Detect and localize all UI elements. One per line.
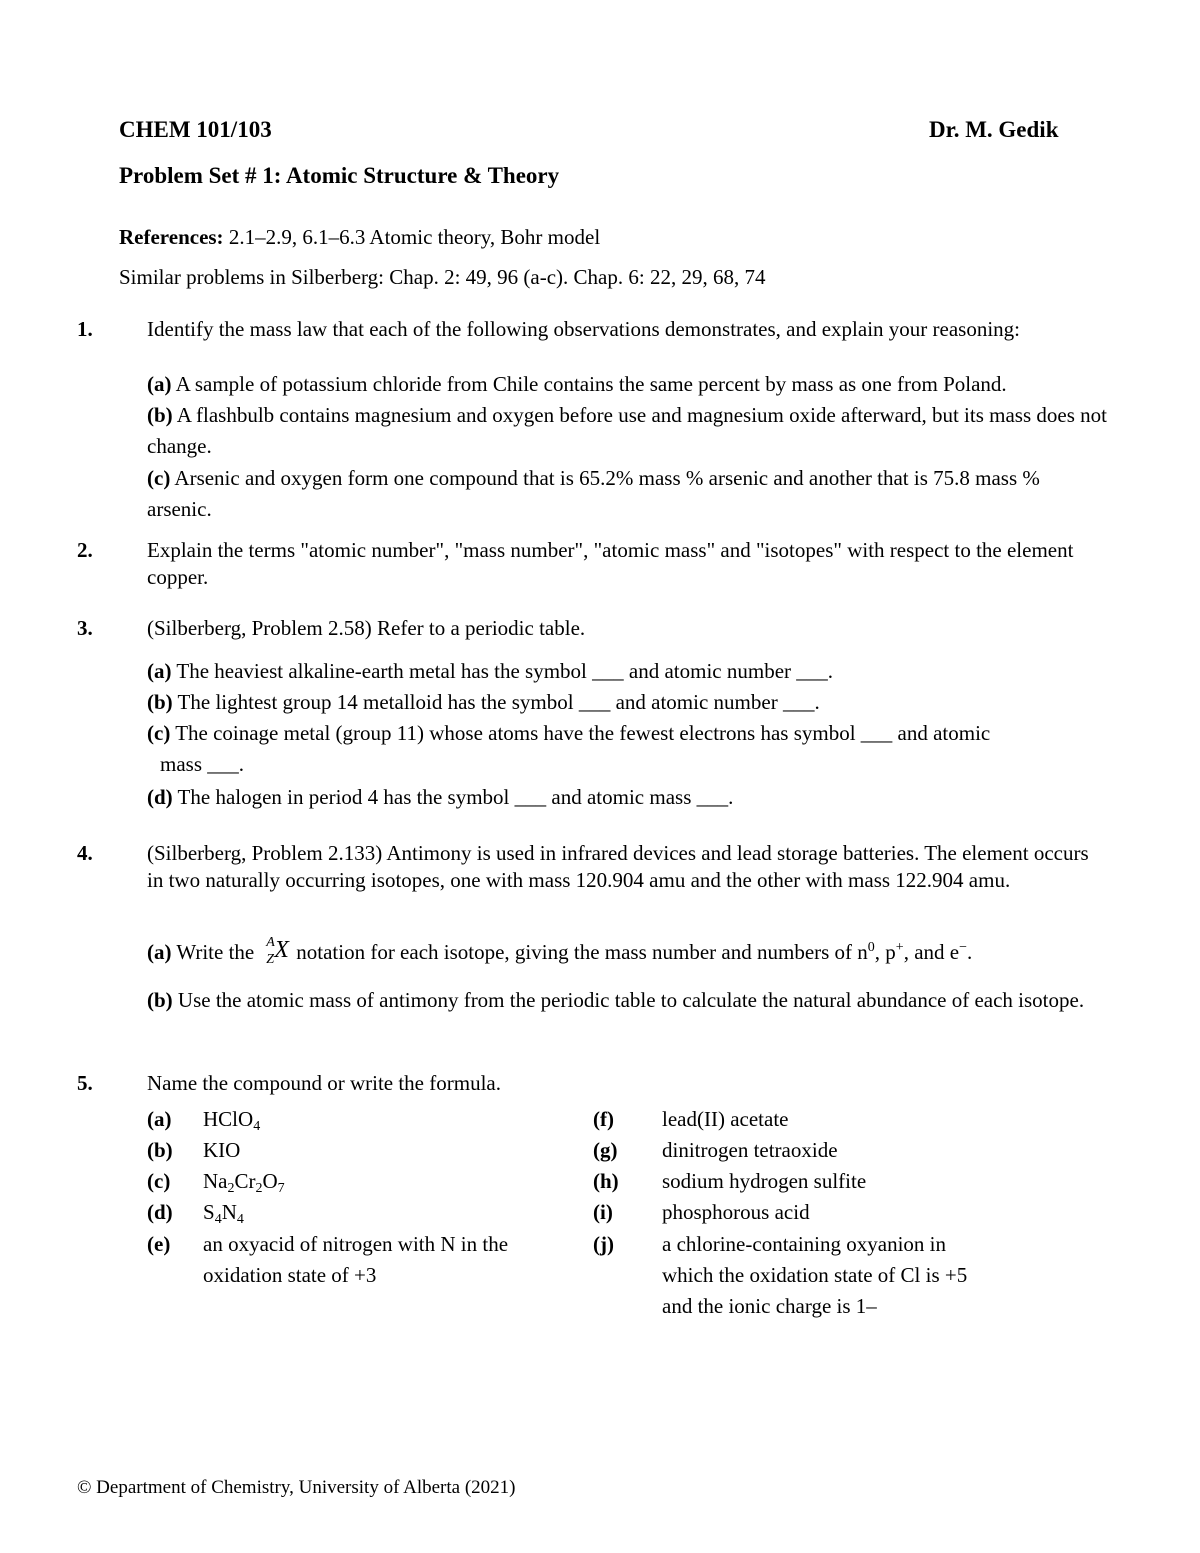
question-4-text: (Silberberg, Problem 2.133) Antimony is used in infrared devices and lead storage batteries. The element occurs in two naturally occurring isotopes, one with mass 120.904 amu and the other with mass 122.904 amu. xyxy=(147,841,1089,892)
question-5b-label: (b) xyxy=(147,1138,173,1162)
question-3c-label: (c) xyxy=(147,721,171,745)
question-4a xyxy=(147,935,973,967)
question-1-text: Identify the mass law that each of the following observations demonstrates, and explain your reasoning: xyxy=(147,317,1021,341)
question-5c-formula: $Na_2Cr_2O_7$ xyxy=(203,1169,285,1196)
question-3d-text: The halogen in period 4 has the symbol ___ and atomic mass ___. xyxy=(177,785,734,809)
isotope-notation xyxy=(254,935,296,967)
question-4-number: 4. xyxy=(77,841,93,865)
question-4a-pre: Write the xyxy=(176,940,255,964)
electron-sup: − xyxy=(959,940,968,955)
question-5e-line1: an oxyacid of nitrogen with N in the xyxy=(203,1232,509,1256)
question-5d-label: (d) xyxy=(147,1200,173,1224)
question-3b-text: The lightest group 14 metalloid has the symbol ___ and atomic number ___. xyxy=(177,690,820,714)
question-3c xyxy=(147,718,1137,749)
references-label: References: xyxy=(119,225,224,249)
question-5g-label: (g) xyxy=(593,1138,618,1162)
question-5a-label: (a) xyxy=(147,1107,172,1131)
question-5j-line2: which the oxidation state of Cl is +5 xyxy=(662,1263,968,1287)
question-3-number: 3. xyxy=(77,616,93,640)
question-4a-label: (a) xyxy=(147,940,172,964)
question-1b xyxy=(147,400,1137,462)
question-1c xyxy=(147,463,1107,525)
references-line xyxy=(119,224,600,251)
question-5f-text: lead(II) acetate xyxy=(662,1107,789,1131)
question-4a-dot: . xyxy=(967,940,973,964)
references-text: 2.1–2.9, 6.1–6.3 Atomic theory, Bohr model xyxy=(228,225,601,249)
question-5j-line1: a chlorine-containing oxyanion in xyxy=(662,1232,947,1256)
question-5e-line2: oxidation state of +3 xyxy=(203,1263,377,1287)
question-3-text: (Silberberg, Problem 2.58) Refer to a periodic table. xyxy=(147,616,586,640)
question-5c-label: (c) xyxy=(147,1169,171,1193)
question-5i-label: (i) xyxy=(593,1200,613,1224)
question-5d-formula: $S_4N_4$ xyxy=(203,1200,244,1227)
question-2-text: Explain the terms "atomic number", "mass number", "atomic mass" and "isotopes" with respect to the element copper. xyxy=(147,538,1074,589)
question-5g-text: dinitrogen tetraoxide xyxy=(662,1138,838,1162)
question-3a-label: (a) xyxy=(147,659,172,683)
question-3a-text: The heaviest alkaline-earth metal has the symbol ___ and atomic number ___. xyxy=(176,659,834,683)
question-5a-formula: HClO$_4$ xyxy=(203,1107,261,1134)
question-1b-label: (b) xyxy=(147,403,173,427)
instructor-name: Dr. M. Gedik xyxy=(929,117,1059,142)
question-5-text: Name the compound or write the formula. xyxy=(147,1071,501,1095)
question-1c-label: (c) xyxy=(147,466,171,490)
question-3b xyxy=(147,687,1137,718)
question-5h-text: sodium hydrogen sulfite xyxy=(662,1169,867,1193)
question-1a-label: (a) xyxy=(147,372,172,396)
footer-copyright: © Department of Chemistry, University of Alberta (2021) xyxy=(77,1477,516,1498)
question-1a-text: A sample of potassium chloride from Chile contains the same percent by mass as one from Poland. xyxy=(175,372,1007,396)
question-5f-label: (f) xyxy=(593,1107,614,1131)
question-4a-end: , and e xyxy=(903,940,960,964)
question-3c-text: The coinage metal (group 11) whose atoms have the fewest electrons has symbol ___ and atomic xyxy=(175,721,991,745)
question-4b-text: Use the atomic mass of antimony from the periodic table to calculate the natural abundance of each isotope. xyxy=(177,988,1085,1012)
question-2-number: 2. xyxy=(77,538,93,562)
isotope-symbol: X xyxy=(274,937,289,963)
question-1-number: 1. xyxy=(77,317,93,341)
question-4a-mid: , p xyxy=(874,940,896,964)
proton-sup: + xyxy=(895,940,904,955)
question-5b-formula: KIO xyxy=(203,1138,241,1162)
question-3b-label: (b) xyxy=(147,690,173,714)
question-5-number: 5. xyxy=(77,1071,93,1095)
question-5j-label: (j) xyxy=(593,1232,614,1256)
question-1c-text: Arsenic and oxygen form one compound that is 65.2% mass % arsenic and another that is 75.8 mass % arsenic. xyxy=(147,466,1040,521)
question-5i-text: phosphorous acid xyxy=(662,1200,810,1224)
question-5h-label: (h) xyxy=(593,1169,619,1193)
page-title: Problem Set # 1: Atomic Structure & Theory xyxy=(119,163,560,188)
question-1a xyxy=(147,369,1137,400)
question-4b-label: (b) xyxy=(147,988,173,1012)
similar-problems: Similar problems in Silberberg: Chap. 2: 49, 96 (a-c). Chap. 6: 22, 29, 68, 74 xyxy=(119,265,766,289)
question-3d-label: (d) xyxy=(147,785,173,809)
question-4b xyxy=(147,985,1097,1016)
neutron-sup: 0 xyxy=(867,940,875,955)
question-4a-post: notation for each isotope, giving the mass number and numbers of n xyxy=(296,940,868,964)
course-code: CHEM 101/103 xyxy=(119,117,272,142)
question-5j-line3: and the ionic charge is 1– xyxy=(662,1294,877,1318)
isotope-atomic-number: Z xyxy=(266,952,275,967)
isotope-mass-number: A xyxy=(266,935,275,950)
question-5e-label: (e) xyxy=(147,1232,171,1256)
question-3a xyxy=(147,656,1137,687)
question-1b-text: A flashbulb contains magnesium and oxygen before use and magnesium oxide afterward, but its mass does not change. xyxy=(147,403,1107,458)
question-3d xyxy=(147,782,1137,813)
question-3c-text-continued: mass ___. xyxy=(160,752,244,776)
